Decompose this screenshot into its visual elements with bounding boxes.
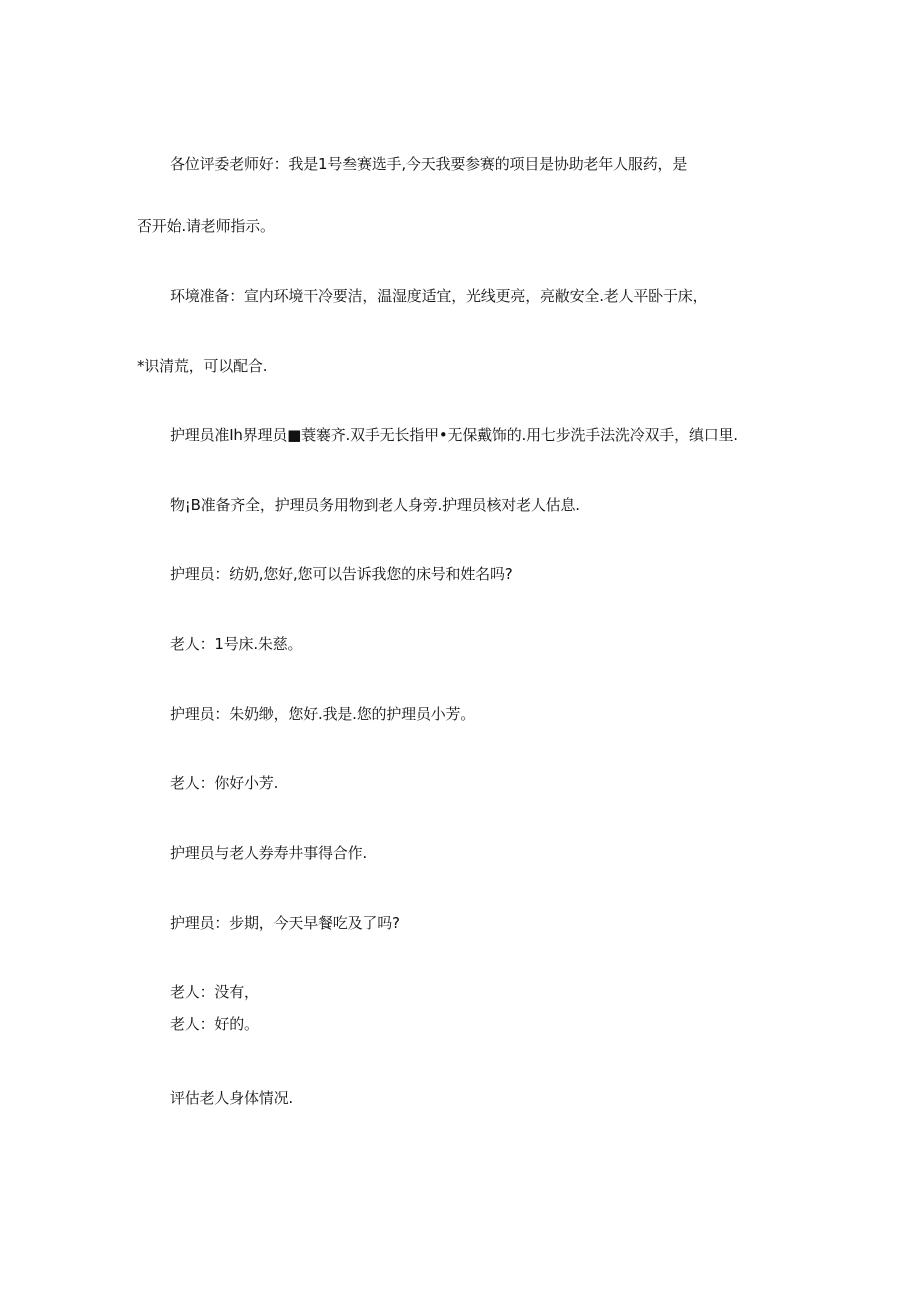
paragraph-environment: 环境准备：宣内环境干冷要洁，温湿度适宜，光线更亮，亮敝安全.老人平卧于床， [170,287,708,305]
paragraph-greeting-continued: 否开始.请老师指示。 [137,217,275,235]
dialogue-line: 老人：没有， [170,983,259,1001]
dialogue-line: 老人：你好小芳. [170,774,279,792]
paragraph-cooperation: 护理员与老人券寿井事得合作. [170,844,367,862]
paragraph-materials: 物¡B准备齐全，护理员务用物到老人身旁.护理员核对老人估息. [170,496,580,514]
paragraph-assessment: 评估老人身体情况. [170,1089,293,1107]
dialogue-line: 护理员：步期，今天早餐吃及了吗? [170,914,400,932]
paragraph-greeting: 各位评委老师好：我是1号叁赛选手,今天我要参赛的项目是协助老年人服药，是 [170,155,688,173]
paragraph-environment-continued: *识清荒，可以配合. [137,357,268,375]
paragraph-caregiver-prep: 护理员准Ih界理员■蓑褰齐.双手无长指甲•无保戴饰的.用七步洗手法洗冷双手，缜口里. [170,426,738,444]
dialogue-line: 老人：1号床.朱慈。 [170,635,303,653]
dialogue-line: 护理员：朱奶缈，您好.我是.您的护理员小芳。 [170,705,476,723]
dialogue-line: 老人：好的。 [170,1015,259,1033]
dialogue-line: 护理员：纺奶,您好,您可以告诉我您的床号和姓名吗? [170,565,513,583]
